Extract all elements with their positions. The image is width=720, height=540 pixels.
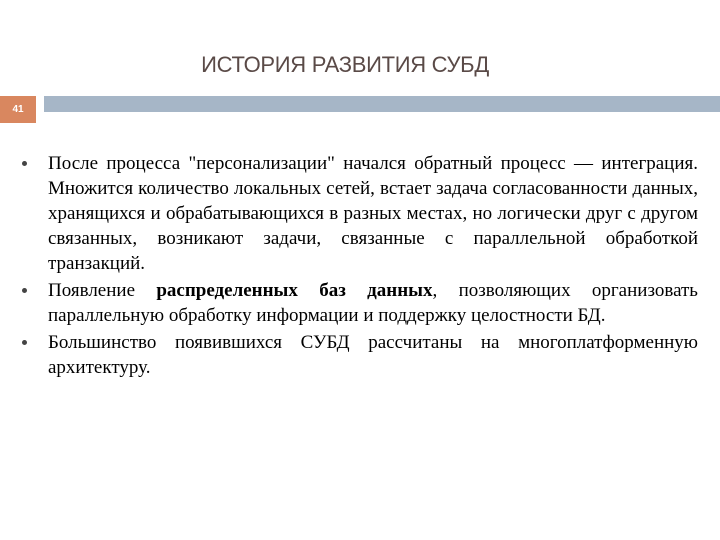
page-number-badge: 41: [0, 96, 36, 123]
bullet-text: После процесса "персонализации" начался обратный процесс — интеграция. Множится количество локальных сетей, встает задача согласованности данных, хранящихся и обрабатывающихся в разных местах, но логически друг с другом связанных, возникают задачи, связанные с параллельной обработкой транзакций.: [48, 153, 698, 274]
bullet-marker-icon: [22, 161, 27, 166]
bullet-text-bold: распределенных баз данных: [156, 280, 433, 301]
header-accent-bar: [44, 96, 720, 112]
bullet-marker-icon: [22, 288, 27, 293]
bullet-item-multiplatform: [22, 330, 698, 380]
bullet-item-distributed-db: [22, 278, 698, 328]
bullet-text-lead: Появление: [48, 280, 157, 301]
bullet-text-tail: , позволяющих организовать параллельную обработку информации и поддержку целостности БД.: [48, 280, 698, 326]
bullet-list: [22, 151, 698, 382]
bullet-text: Большинство появившихся СУБД рассчитаны на многоплатформенную архитектуру.: [48, 332, 698, 378]
bullet-item-personalization: [22, 151, 698, 276]
bullet-marker-icon: [22, 340, 27, 345]
slide-title: ИСТОРИЯ РАЗВИТИЯ СУБД: [201, 52, 489, 77]
